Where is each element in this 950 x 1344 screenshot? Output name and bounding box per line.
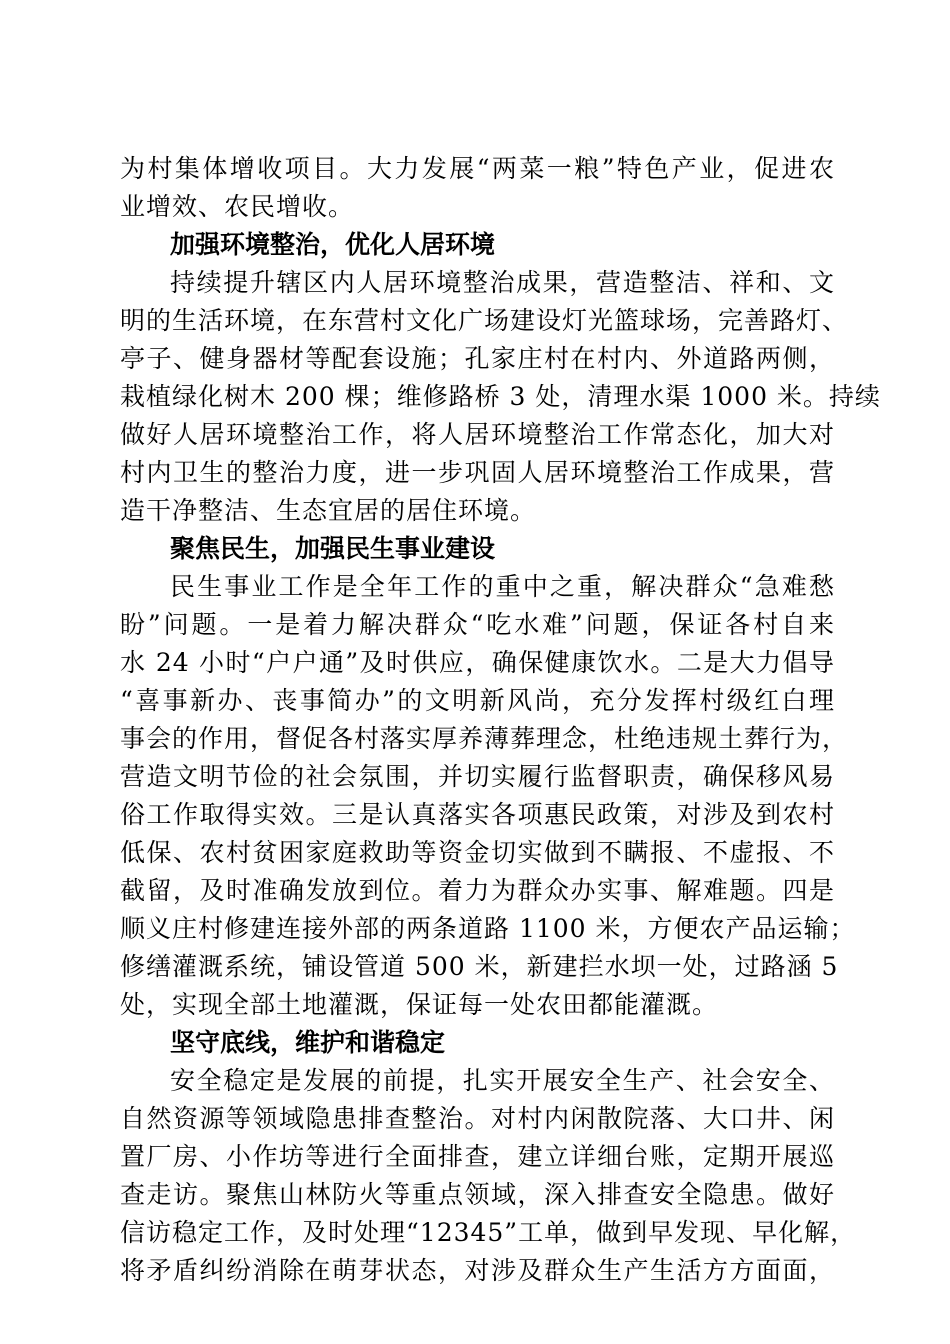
text-line: 盼”问题。一是着力解决群众“吃水难”问题，保证各村自来 <box>120 610 835 639</box>
document-body <box>120 150 881 1290</box>
text-line: 栽植绿化树木 200 棵；维修路桥 3 处，清理水渠 1000 米。持续 <box>120 382 881 411</box>
text-line: 民生事业工作是全年工作的重中之重，解决群众“急难愁 <box>170 572 835 601</box>
section-stability <box>120 1024 857 1290</box>
text-line: 修缮灌溉系统，铺设管道 500 米，新建拦水坝一处，过路涵 5 <box>120 952 839 981</box>
text-line: “喜事新办、丧事简办”的文明新风尚，充分发挥村级红白理 <box>120 686 835 715</box>
intro-paragraph <box>120 150 835 226</box>
text-line: 顺义庄村修建连接外部的两条道路 1100 米，方便农产品运输； <box>120 914 856 943</box>
section-environment <box>120 226 881 530</box>
text-line: 自然资源等领域隐患排查整治。对村内闲散院落、大口井、闲 <box>120 1104 835 1133</box>
text-line: 事会的作用，督促各村落实厚养薄葬理念，杜绝违规土葬行为， <box>120 724 849 753</box>
text-line: 安全稳定是发展的前提，扎实开展安全生产、社会安全、 <box>170 1066 835 1095</box>
text-line: 低保、农村贫困家庭救助等资金切实做到不瞒报、不虚报、不 <box>120 838 835 867</box>
text-line: 造干净整洁、生态宜居的居住环境。 <box>120 496 537 525</box>
text-line: 营造文明节俭的社会氛围，并切实履行监督职责，确保移风易 <box>120 762 835 791</box>
text-line: 将矛盾纠纷消除在萌芽状态，对涉及群众生产生活方方面面， <box>120 1256 835 1285</box>
section-heading: 聚焦民生，加强民生事业建设 <box>170 534 496 563</box>
text-line: 明的生活环境，在东营村文化广场建设灯光篮球场，完善路灯、 <box>120 306 849 335</box>
text-line: 查走访。聚焦山林防火等重点领域，深入排查安全隐患。做好 <box>120 1180 835 1209</box>
section-heading: 加强环境整治，优化人居环境 <box>170 230 496 259</box>
text-line: 为村集体增收项目。大力发展“两菜一粮”特色产业，促进农 <box>120 154 835 183</box>
section-heading: 坚守底线，维护和谐稳定 <box>170 1028 446 1057</box>
text-line: 亭子、健身器材等配套设施；孔家庄村在村内、外道路两侧， <box>120 344 835 373</box>
text-line: 做好人居环境整治工作，将人居环境整治工作常态化，加大对 <box>120 420 835 449</box>
text-line: 业增效、农民增收。 <box>120 192 355 221</box>
text-line: 村内卫生的整治力度，进一步巩固人居环境整治工作成果，营 <box>120 458 835 487</box>
text-line: 水 24 小时“户户通”及时供应，确保健康饮水。二是大力倡导 <box>120 648 835 677</box>
text-line: 信访稳定工作，及时处理“12345”工单，做到早发现、早化解， <box>120 1218 857 1247</box>
section-livelihood <box>120 530 856 1024</box>
text-line: 截留，及时准确发放到位。着力为群众办实事、解难题。四是 <box>120 876 835 905</box>
text-line: 置厂房、小作坊等进行全面排查，建立详细台账，定期开展巡 <box>120 1142 835 1171</box>
text-line: 俗工作取得实效。三是认真落实各项惠民政策，对涉及到农村 <box>120 800 835 829</box>
text-line: 持续提升辖区内人居环境整治成果，营造整洁、祥和、文 <box>170 268 835 297</box>
text-line: 处，实现全部土地灌溉，保证每一处农田都能灌溉。 <box>120 990 719 1019</box>
